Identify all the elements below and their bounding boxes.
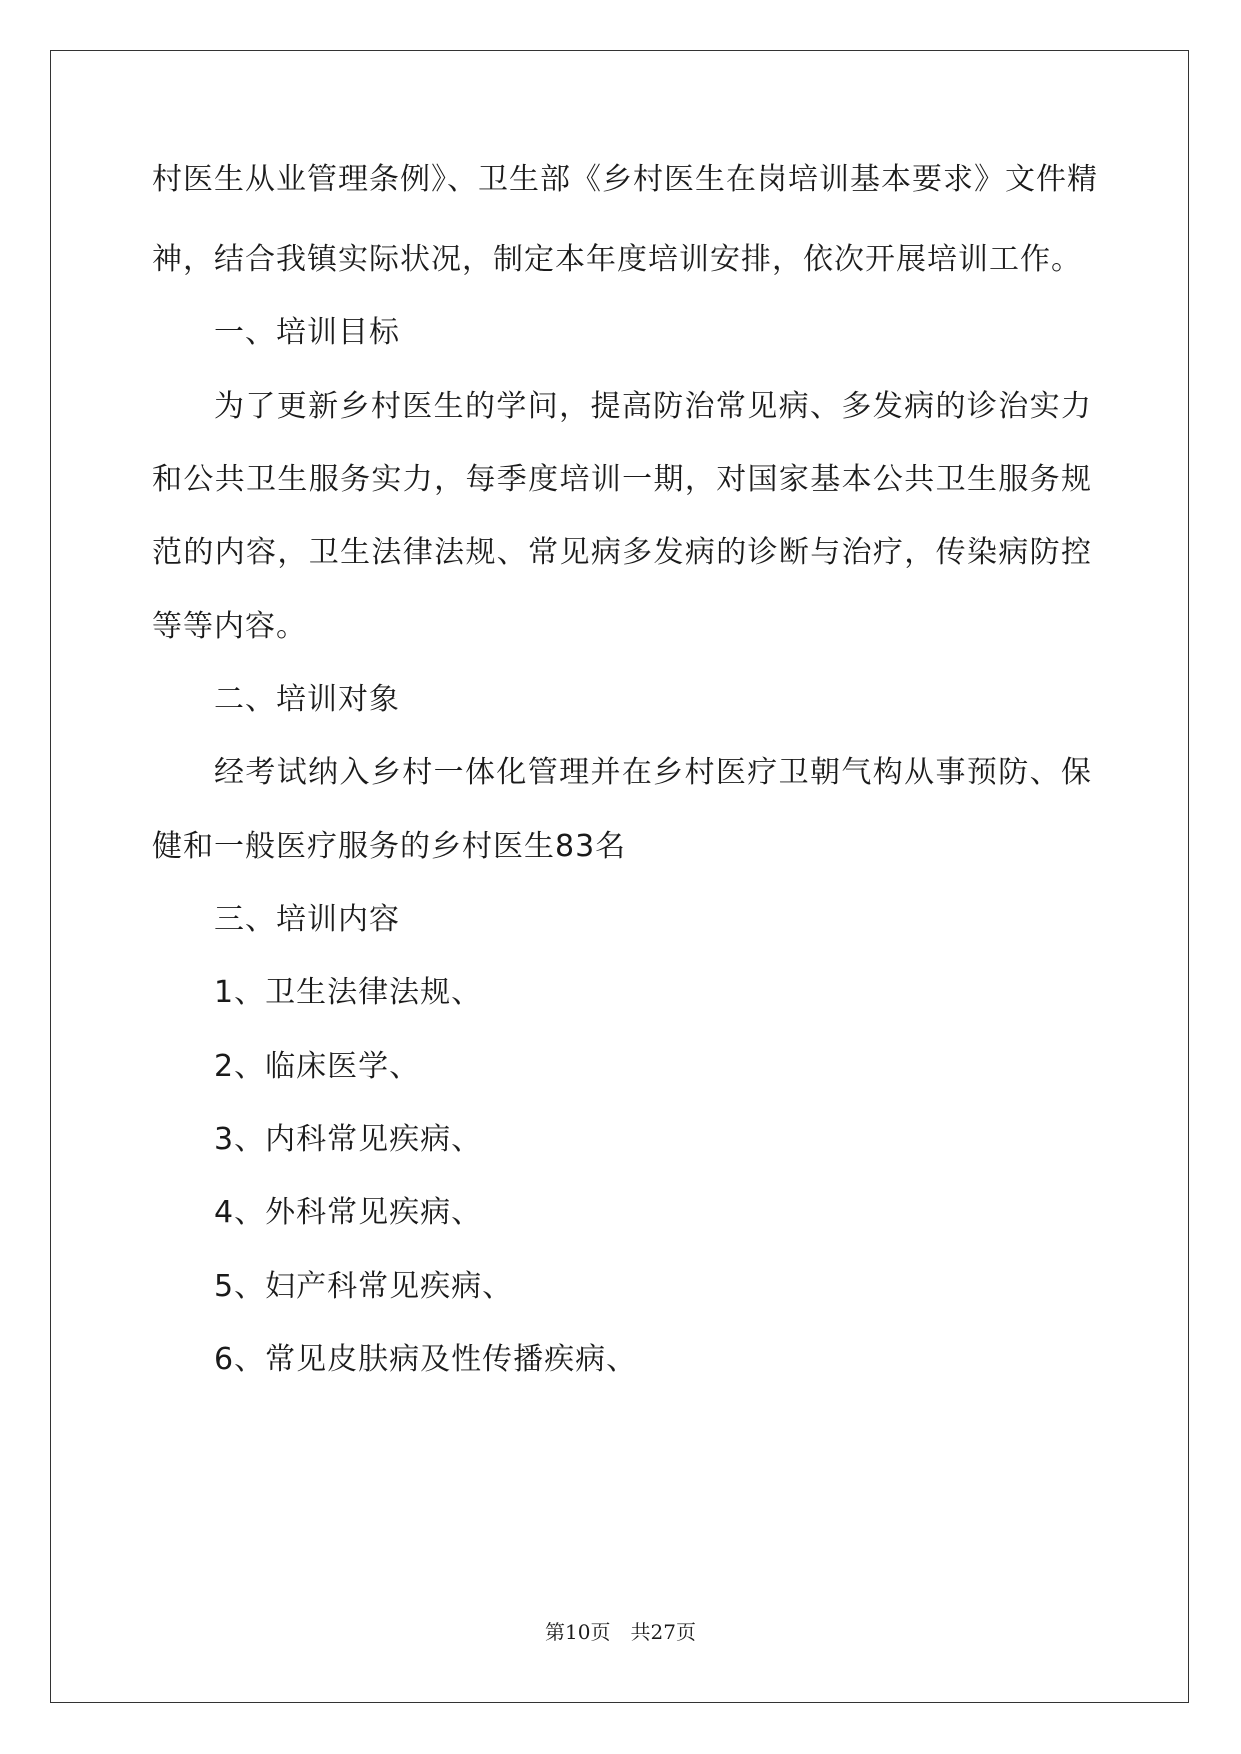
page-number-current: 第10页 — [545, 1620, 611, 1644]
page-border — [50, 50, 1189, 1703]
paragraph-line: 健和一般医疗服务的乡村医生83名 — [152, 829, 627, 864]
page-footer — [0, 1620, 1241, 1644]
paragraph-line: 范的内容，卫生法律法规、常见病多发病的诊断与治疗，传染病防控 — [152, 535, 1092, 570]
list-item: 3、内科常见疾病、 — [214, 1122, 483, 1157]
paragraph-line: 经考试纳入乡村一体化管理并在乡村医疗卫朝气构从事预防、保 — [214, 755, 1092, 790]
list-item: 2、临床医学、 — [214, 1049, 421, 1084]
list-item: 5、妇产科常见疾病、 — [214, 1269, 514, 1304]
list-item: 6、常见皮肤病及性传播疾病、 — [214, 1342, 638, 1377]
section-heading: 三、培训内容 — [214, 902, 400, 937]
list-item: 4、外科常见疾病、 — [214, 1195, 483, 1230]
list-item: 1、卫生法律法规、 — [214, 975, 483, 1010]
paragraph-line: 和公共卫生服务实力，每季度培训一期，对国家基本公共卫生服务规 — [152, 462, 1092, 497]
paragraph-line: 神，结合我镇实际状况，制定本年度培训安排，依次开展培训工作。 — [152, 242, 1082, 277]
paragraph-line: 村医生从业管理条例》、卫生部《乡村医生在岗培训基本要求》文件精 — [152, 162, 1098, 197]
paragraph-line: 为了更新乡村医生的学问，提高防治常见病、多发病的诊治实力 — [214, 389, 1092, 424]
section-heading: 二、培训对象 — [214, 682, 400, 717]
section-heading: 一、培训目标 — [214, 315, 400, 350]
page-number-total: 共27页 — [630, 1620, 696, 1644]
paragraph-line: 等等内容。 — [152, 609, 307, 644]
